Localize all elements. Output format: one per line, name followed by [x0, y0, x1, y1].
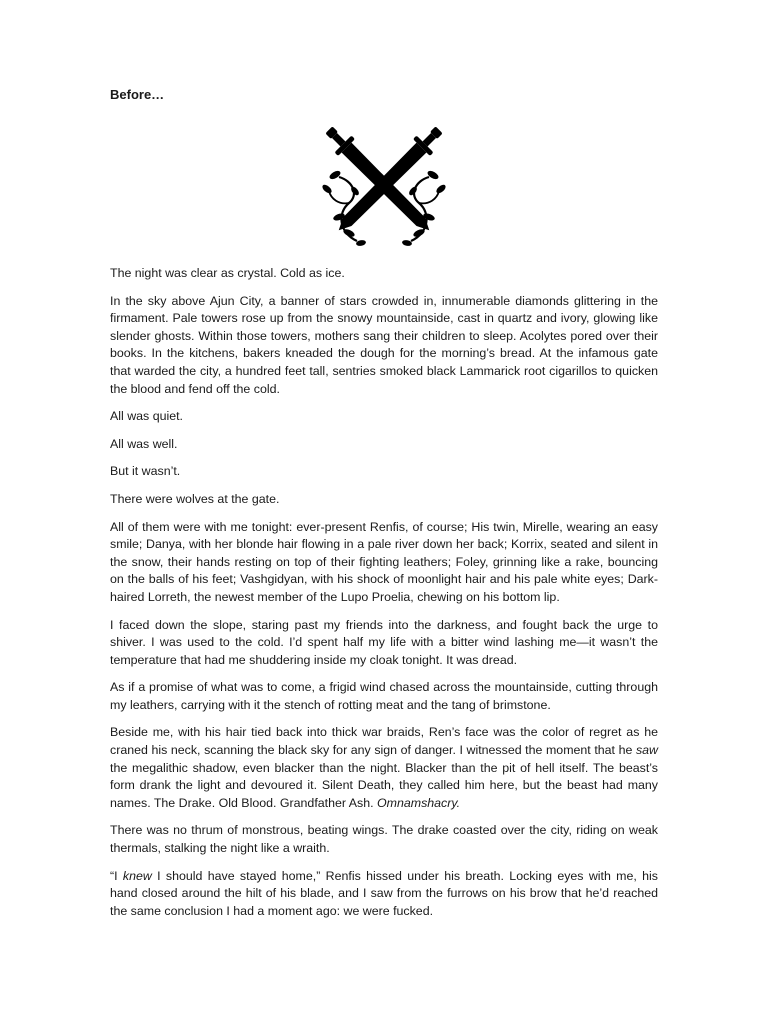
emphasized-text: Omnamshacry.: [377, 795, 461, 810]
text-run: I should have stayed home,” Renfis hissed under his breath. Locking eyes with me, his hand closed around the hilt of his blade, and I saw from the furrows on his brow that he’d reached the same conclusion I had a moment ago: we were fucked.: [110, 868, 658, 918]
text-run: Beside me, with his hair tied back into thick war braids, Ren’s face was the color of regret as he craned his neck, scanning the black sky for any sign of danger. I witnessed the moment that he: [110, 725, 658, 758]
body-paragraph: [110, 724, 658, 812]
text-run: All was quiet.: [110, 409, 184, 424]
text-run: There were wolves at the gate.: [110, 491, 280, 506]
text-run: I faced down the slope, staring past my friends into the darkness, and fought back the urge to shiver. I was used to the cold. I’d spent half my life with a bitter wind lashing me—it wasn’t the temperature that had me shuddering inside my cloak tonight. It was dread.: [110, 617, 658, 667]
body-paragraph: [110, 822, 658, 857]
crossed-swords-icon: [309, 121, 459, 249]
body-paragraph: [110, 436, 658, 454]
text-run: In the sky above Ajun City, a banner of stars crowded in, innumerable diamonds glittering in the firmament. Pale towers rose up from the snowy mountainside, cast in quartz and ivory, glowing like slender ghosts. Within those towers, mothers sang their children to sleep. Acolytes pored over their books. In the kitchens, bakers kneaded the dough for the morning’s bread. At the infamous gate that warded the city, a hundred feet tall, sentries smoked black Lammarick root cigarillos to quicken the blood and fend off the cold.: [110, 293, 658, 396]
body-paragraph: [110, 265, 658, 283]
body-paragraph: [110, 868, 658, 921]
emphasized-text: saw: [635, 743, 658, 758]
body-paragraph: [110, 679, 658, 714]
text-run: All of them were with me tonight: ever-present Renfis, of course; His twin, Mirelle, wearing an easy smile; Danya, with her blonde hair flowing in a pale river down her back; Korrix, seated and silent in the snow, their hands resting on top of their fighting leathers; Foley, grinning like a rake, bouncing on the balls of his feet; Vashgidyan, with his shock of moonlight hair and his pale white eyes; Dark-haired Lorreth, the newest member of the Lupo Proelia, chewing on his bottom lip.: [110, 519, 658, 604]
text-run: But it wasn’t.: [110, 464, 181, 479]
text-run: All was well.: [110, 436, 178, 451]
text-run: “I: [110, 868, 123, 883]
chapter-body: [110, 265, 658, 920]
body-paragraph: [110, 463, 658, 481]
body-paragraph: [110, 408, 658, 426]
text-run: the megalithic shadow, even blacker than the night. Blacker than the pit of hell itself. The beast’s form drank the light and devoured it. Silent Death, they called him here, but the beast had many names. The Drake. Old Blood. Grandfather Ash.: [110, 760, 658, 810]
chapter-heading: Before…: [110, 87, 165, 102]
emphasized-text: knew: [122, 868, 152, 883]
text-run: There was no thrum of monstrous, beating wings. The drake coasted over the city, riding on weak thermals, stalking the night like a wraith.: [110, 823, 658, 856]
text-run: The night was clear as crystal. Cold as ice.: [110, 266, 345, 280]
text-run: As if a promise of what was to come, a frigid wind chased across the mountainside, cutting through my leathers, carrying with it the stench of rotting meat and the tang of brimstone.: [110, 680, 658, 712]
body-paragraph: [110, 293, 658, 399]
body-paragraph: [110, 519, 658, 607]
document-page: [110, 86, 658, 930]
body-paragraph: [110, 491, 658, 509]
body-paragraph: [110, 617, 658, 670]
